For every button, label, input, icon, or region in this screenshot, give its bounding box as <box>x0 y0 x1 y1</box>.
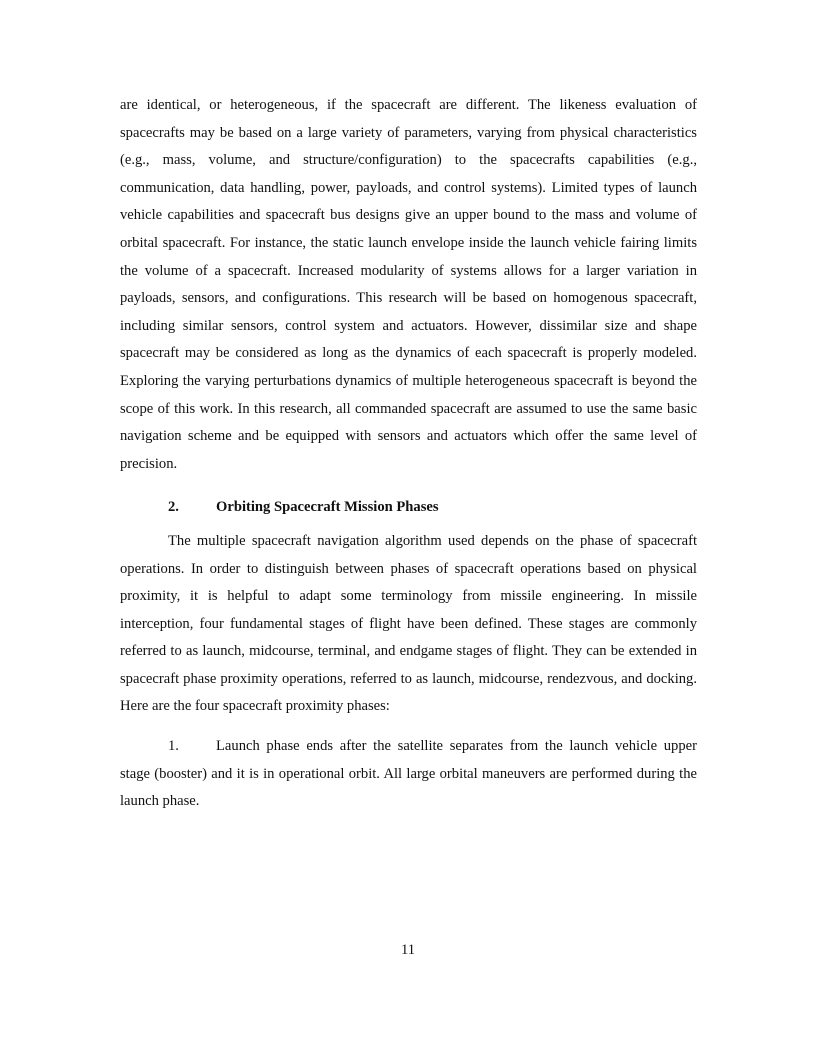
page-number: 11 <box>400 942 416 958</box>
body-paragraph-2: The multiple spacecraft navigation algorithm used depends on the phase of spacecraft operations. In order to distinguish between phases of spacecraft operations based on physical proximity, it is helpful to adapt some terminology from missile engineering. In missile interception, four fundamental stages of flight have been defined. These stages are commonly referred to as launch, midcourse, terminal, and endgame stages of flight. They can be extended in spacecraft phase proximity operations, referred to as launch, midcourse, rendezvous, and docking. Here are the four spacecraft proximity phases: <box>120 532 697 715</box>
section-heading-number: 2. <box>168 499 179 516</box>
list-item-1 <box>120 733 697 816</box>
body-paragraph-1: are identical, or heterogeneous, if the spacecraft are different. The likeness evaluation of spacecrafts may be based on a large variety of parameters, varying from physical characteristics (e.g., mass, volume, and structure/configuration) to the spacecrafts capabilities (e.g., communication, data handling, power, payloads, and control systems). Limited types of launch vehicle capabilities and spacecraft bus designs give an upper bound to the mass and volume of orbital spacecraft. For instance, the static launch envelope inside the launch vehicle fairing limits the volume of a spacecraft. Increased modularity of systems allows for a larger variation in payloads, sensors, and configurations. This research will be based on homogenous spacecraft, including similar sensors, control system and actuators. However, dissimilar size and shape spacecraft may be considered as long as the dynamics of each spacecraft is properly modeled. Exploring the varying perturbations dynamics of multiple heterogeneous spacecraft is beyond the scope of this work. In this research, all commanded spacecraft are assumed to use the same basic navigation scheme and be equipped with sensors and actuators which offer the same level of precision. <box>120 97 697 472</box>
list-item-1-text: Launch phase ends after the satellite separates from the launch vehicle upper stage (booster) and it is in operational orbit. All large orbital maneuvers are performed during the launch phase. <box>120 738 697 810</box>
list-item-1-number: 1. <box>168 738 179 755</box>
section-heading-title: Orbiting Spacecraft Mission Phases <box>216 499 439 516</box>
page-body <box>120 92 697 816</box>
section-heading <box>120 494 697 522</box>
